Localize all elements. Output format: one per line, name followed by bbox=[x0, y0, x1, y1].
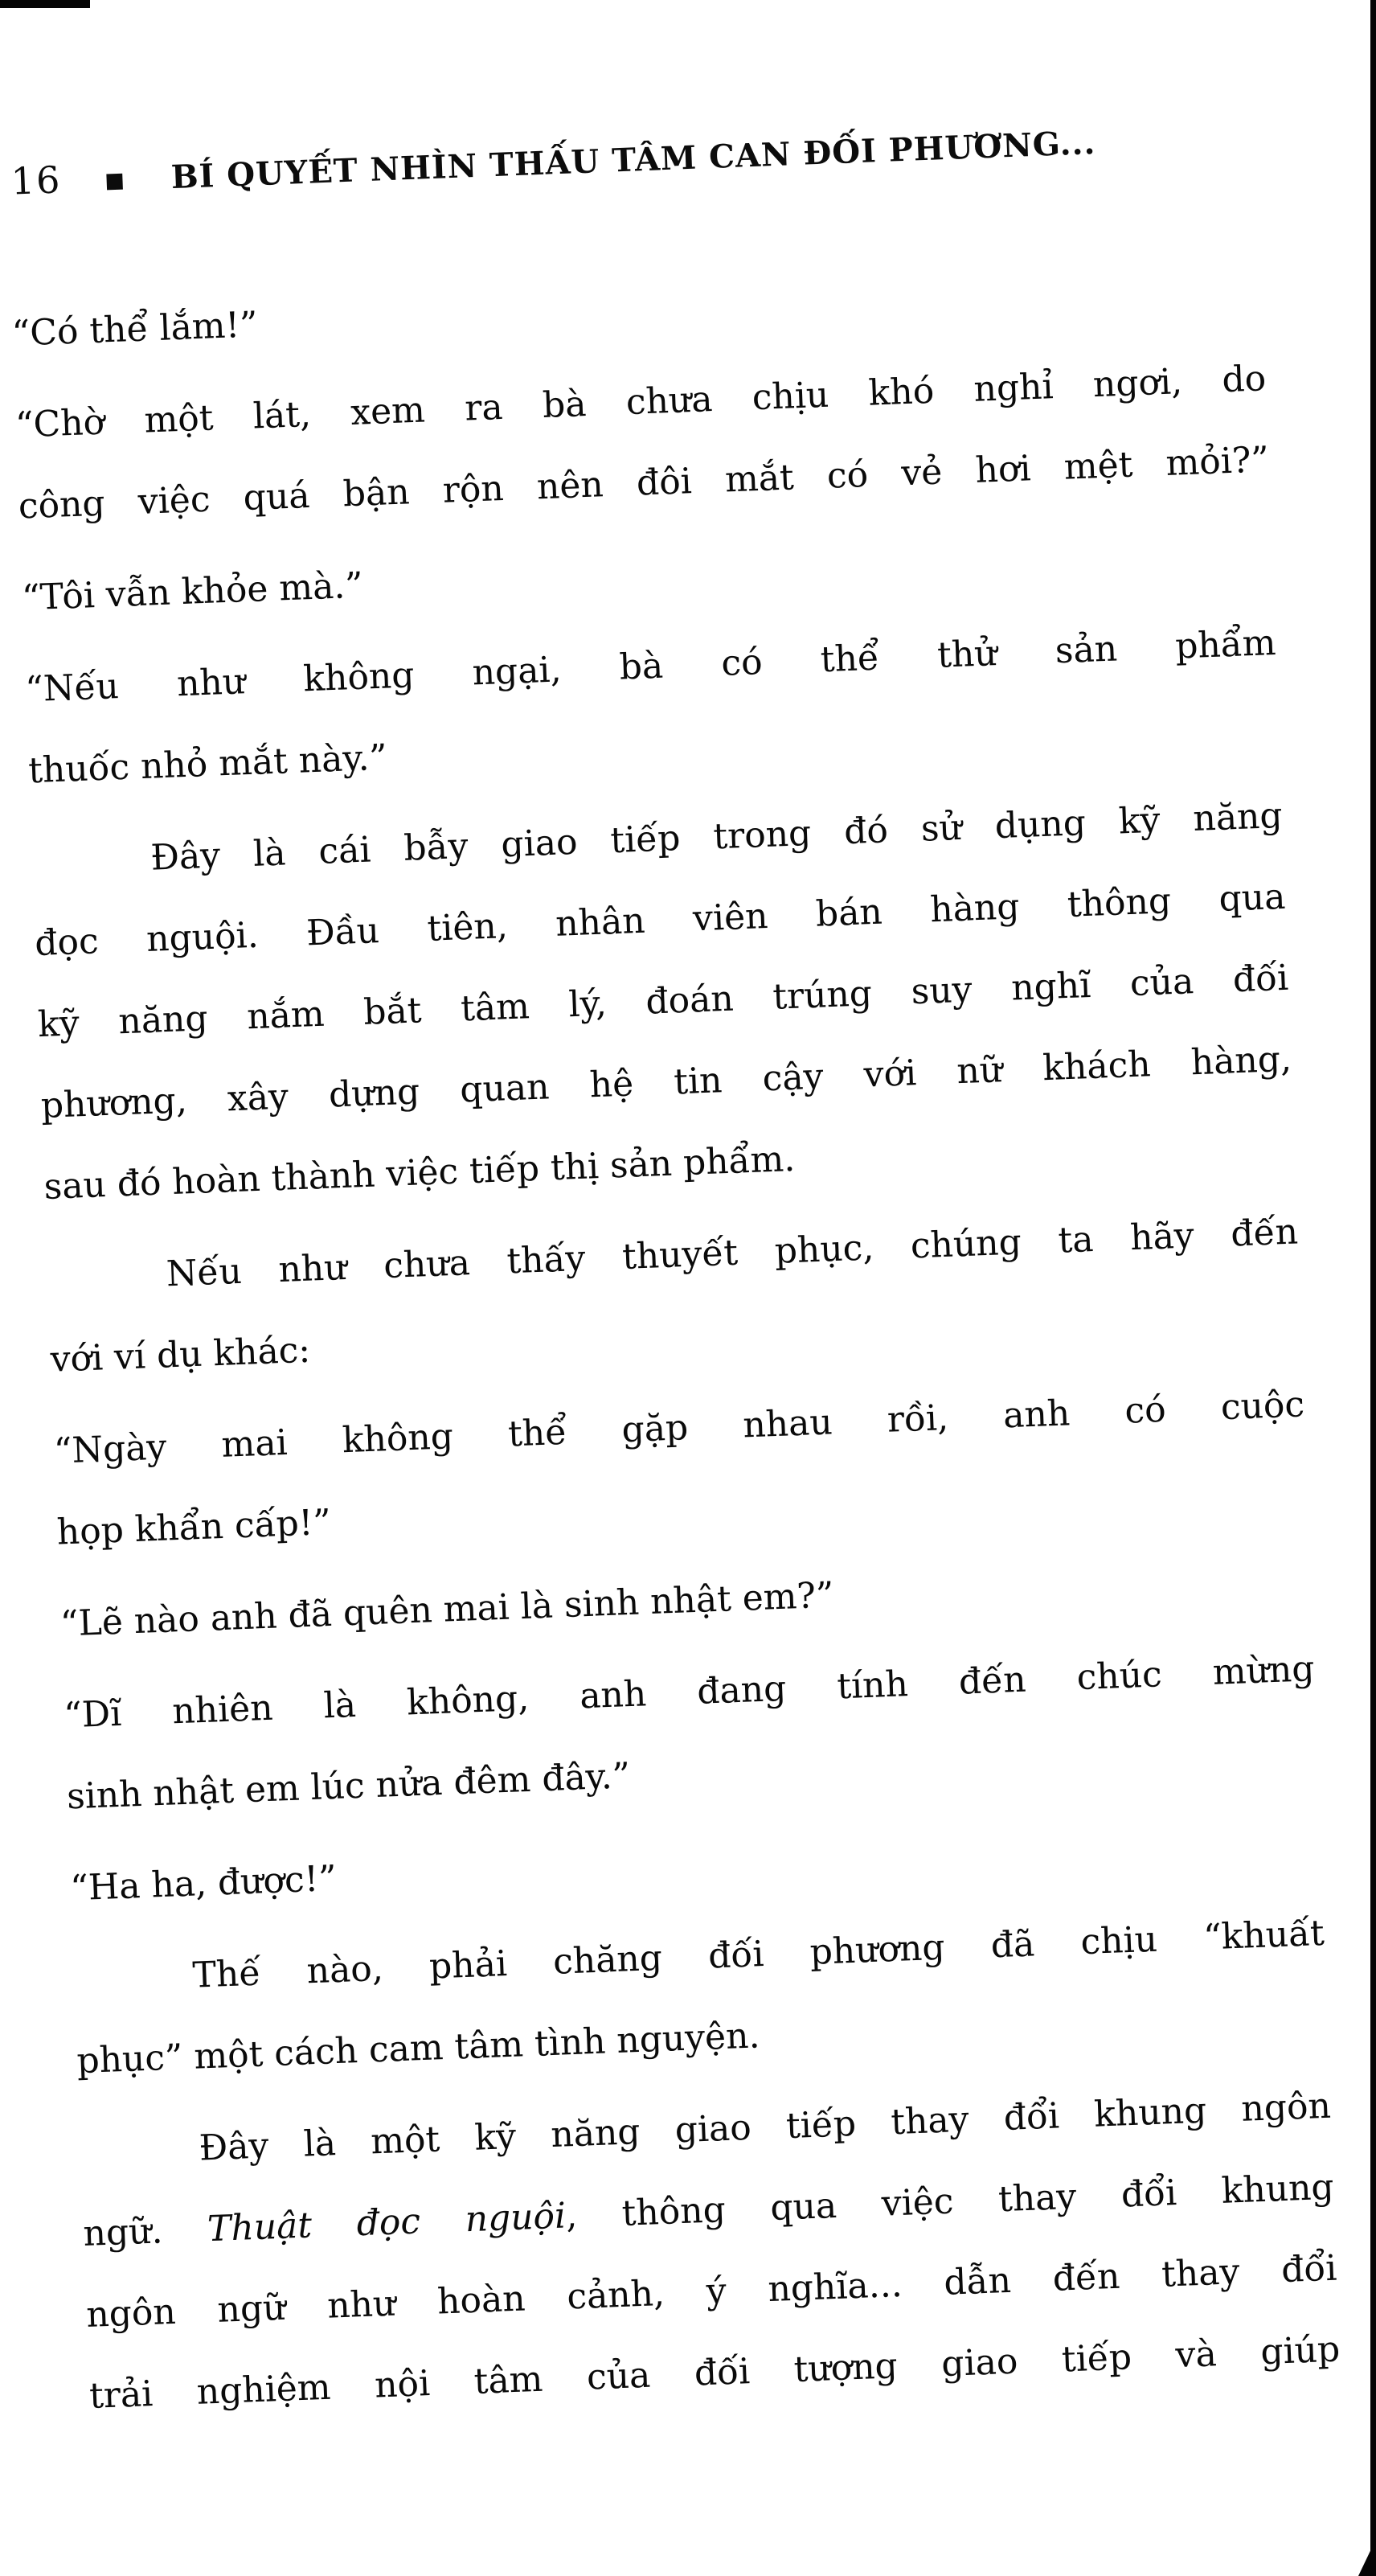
italic-text-run: Thuật đọc nguội bbox=[207, 2195, 567, 2250]
text-line: sinh nhật em lúc nửa đêm đây.” bbox=[66, 1755, 632, 1818]
text-line: Đây là cái bẫy giao tiếp trong đó sử dụng kỹ năng bbox=[149, 794, 1284, 879]
text-line: Thế nào, phải chăng đối phương đã chịu “khuất bbox=[191, 1912, 1325, 1996]
text-line: phục” một cách cam tâm tình nguyện. bbox=[76, 2015, 761, 2082]
text-run: , thông qua việc thay đổi khung bbox=[565, 2166, 1335, 2237]
text-line: ngôn ngữ như hoàn cảnh, ý nghĩa... dẫn đến thay đổi bbox=[85, 2247, 1338, 2336]
text-line: “Nếu như không ngại, bà có thể thử sản phẩm bbox=[24, 622, 1277, 711]
text-line: kỹ năng nắm bắt tâm lý, đoán trúng suy nghĩ của đối bbox=[37, 957, 1290, 1046]
text-line: “Ngày mai không thể gặp nhau rồi, anh có cuộc bbox=[53, 1384, 1305, 1472]
text-run: ngữ. bbox=[82, 2209, 209, 2255]
text-line: công việc quá bận rộn nên đôi mắt có vẻ hơi mệt mỏi?” bbox=[17, 439, 1270, 527]
text-block bbox=[10, 246, 1341, 2437]
scan-artifact-right-edge bbox=[1370, 0, 1376, 2576]
scan-artifact-top-left bbox=[0, 0, 90, 8]
text-line: đọc nguội. Đầu tiên, nhân viên bán hàng thông qua bbox=[34, 876, 1287, 965]
text-line: “Lẽ nào anh đã quên mai là sinh nhật em?” bbox=[59, 1574, 835, 1645]
text-line: “Ha ha, được!” bbox=[69, 1857, 338, 1909]
scan-artifact-bottom-right-corner bbox=[1358, 2539, 1376, 2576]
text-line: “Tôi vẫn khỏe mà.” bbox=[21, 564, 364, 619]
text-line: họp khẩn cấp!” bbox=[55, 1501, 332, 1553]
text-line: Nếu như chưa thấy thuyết phục, chúng ta hãy đến bbox=[165, 1211, 1299, 1295]
text-line: với ví dụ khác: bbox=[49, 1329, 312, 1380]
text-line: trải nghiệm nội tâm của đối tượng giao tiếp và giúp bbox=[88, 2328, 1341, 2417]
text-line: “Có thể lắm!” bbox=[10, 304, 259, 355]
running-title: BÍ QUYẾT NHÌN THẤU TÂM CAN ĐỐI PHƯƠNG... bbox=[170, 123, 1097, 197]
text-line: thuốc nhỏ mắt này.” bbox=[27, 736, 388, 792]
square-bullet-icon: ■ bbox=[104, 168, 125, 194]
text-line: Đây là một kỹ năng giao tiếp thay đổi khung ngôn bbox=[198, 2085, 1332, 2169]
text-line: sau đó hoàn thành việc tiếp thị sản phẩm. bbox=[43, 1138, 797, 1208]
text-line: phương, xây dựng quan hệ tin cậy với nữ khách hàng, bbox=[39, 1038, 1292, 1127]
text-line: “Dĩ nhiên là không, anh đang tính đến chúc mừng bbox=[63, 1648, 1316, 1737]
page-header bbox=[10, 113, 1258, 203]
text-line: “Chờ một lát, xem ra bà chưa chịu khó nghỉ ngơi, do bbox=[14, 358, 1267, 446]
page-number: 16 bbox=[10, 158, 63, 203]
